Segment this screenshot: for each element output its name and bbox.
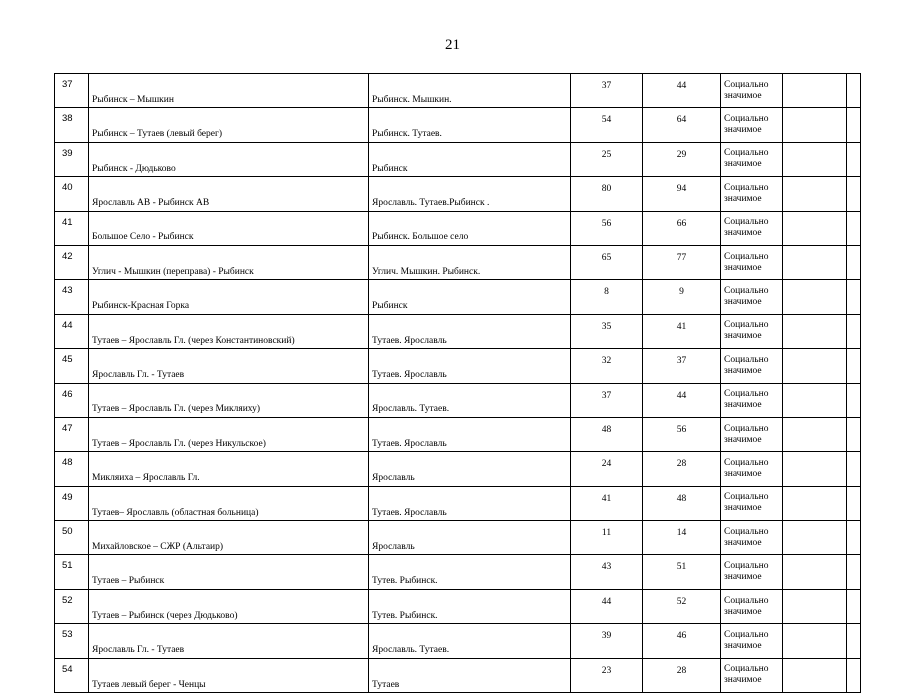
value-1: 37 [571,383,643,417]
empty-cell-1 [783,108,847,142]
table-row [55,211,861,245]
table-row [55,589,861,623]
route-name: Большое Село - Рыбинск [89,211,369,245]
value-2: 9 [643,280,721,314]
route-stops: Тутаев [369,658,571,692]
route-stops: Ярославль. Тутаев. [369,383,571,417]
value-1: 35 [571,314,643,348]
route-stops: Тутаев. Ярославль [369,349,571,383]
empty-cell-1 [783,624,847,658]
empty-cell-1 [783,142,847,176]
route-type-line2: значимое [724,262,762,273]
empty-cell-1 [783,211,847,245]
route-type [721,486,783,520]
route-name: Тутаев – Ярославль Гл. (через Микляиху) [89,383,369,417]
row-number: 39 [55,142,89,176]
route-name: Михайловское – СЖР (Альтаир) [89,521,369,555]
value-1: 65 [571,245,643,279]
table-row [55,452,861,486]
value-2: 37 [643,349,721,383]
route-type [721,658,783,692]
row-number: 44 [55,314,89,348]
route-name: Ярославль Гл. - Тутаев [89,349,369,383]
row-number: 37 [55,74,89,108]
route-stops: Тутаев. Ярославль [369,314,571,348]
row-number: 47 [55,417,89,451]
value-2: 28 [643,658,721,692]
route-type-line1: Социально [724,561,769,572]
route-type-line2: значимое [724,228,762,239]
route-type [721,555,783,589]
value-1: 25 [571,142,643,176]
value-1: 32 [571,349,643,383]
table-row [55,486,861,520]
route-stops: Ярославль [369,521,571,555]
route-name: Рыбинск - Дюдьково [89,142,369,176]
table-row [55,417,861,451]
route-type [721,417,783,451]
table-row [55,142,861,176]
route-type-line2: значимое [724,606,762,617]
route-type-line1: Социально [724,423,769,434]
value-1: 56 [571,211,643,245]
row-number: 54 [55,658,89,692]
table-row [55,383,861,417]
route-stops: Углич. Мышкин. Рыбинск. [369,245,571,279]
value-2: 28 [643,452,721,486]
route-type [721,245,783,279]
route-type-line2: значимое [724,297,762,308]
value-2: 14 [643,521,721,555]
route-type [721,383,783,417]
route-type [721,349,783,383]
route-type-line2: значимое [724,331,762,342]
empty-cell-2 [847,417,861,451]
value-1: 43 [571,555,643,589]
route-name: Рыбинск-Красная Горка [89,280,369,314]
route-name: Рыбинск – Тутаев (левый берег) [89,108,369,142]
empty-cell-1 [783,245,847,279]
route-stops: Ярославль. Тутаев.Рыбинск . [369,177,571,211]
empty-cell-2 [847,142,861,176]
empty-cell-1 [783,177,847,211]
value-1: 8 [571,280,643,314]
table-row [55,74,861,108]
value-1: 11 [571,521,643,555]
routes-table-body [55,74,861,693]
route-type [721,280,783,314]
value-2: 94 [643,177,721,211]
empty-cell-2 [847,589,861,623]
route-name: Тутаев– Ярославль (областная больница) [89,486,369,520]
table-row [55,280,861,314]
empty-cell-1 [783,452,847,486]
route-name: Ярославль АВ - Рыбинск АВ [89,177,369,211]
table-row [55,349,861,383]
value-1: 41 [571,486,643,520]
empty-cell-2 [847,383,861,417]
empty-cell-2 [847,521,861,555]
route-type-line1: Социально [724,182,769,193]
route-name: Тутаев – Ярославль Гл. (через Никульское) [89,417,369,451]
value-2: 41 [643,314,721,348]
value-1: 37 [571,74,643,108]
empty-cell-1 [783,383,847,417]
route-type-line1: Социально [724,595,769,606]
route-type-line2: значимое [724,434,762,445]
route-type-line1: Социально [724,217,769,228]
route-type [721,624,783,658]
route-name: Ярославль Гл. - Тутаев [89,624,369,658]
routes-table [54,73,861,693]
empty-cell-1 [783,555,847,589]
row-number: 42 [55,245,89,279]
empty-cell-1 [783,314,847,348]
row-number: 41 [55,211,89,245]
value-2: 52 [643,589,721,623]
route-type-line2: значимое [724,572,762,583]
empty-cell-2 [847,624,861,658]
row-number: 43 [55,280,89,314]
route-name: Рыбинск – Мышкин [89,74,369,108]
route-type-line2: значимое [724,159,762,170]
empty-cell-1 [783,349,847,383]
empty-cell-1 [783,280,847,314]
table-row [55,658,861,692]
row-number: 48 [55,452,89,486]
row-number: 50 [55,521,89,555]
route-type [721,74,783,108]
route-type-line2: значимое [724,365,762,376]
value-2: 44 [643,74,721,108]
route-name: Тутаев – Рыбинск [89,555,369,589]
route-type [721,142,783,176]
route-stops: Тутев. Рыбинск. [369,555,571,589]
row-number: 38 [55,108,89,142]
route-type-line2: значимое [724,640,762,651]
route-type-line2: значимое [724,193,762,204]
route-type-line2: значимое [724,90,762,101]
route-type-line2: значимое [724,503,762,514]
row-number: 49 [55,486,89,520]
value-2: 29 [643,142,721,176]
table-row [55,555,861,589]
value-2: 44 [643,383,721,417]
route-type [721,177,783,211]
route-type-line1: Социально [724,251,769,262]
route-type [721,452,783,486]
route-name: Тутаев – Рыбинск (через Дюдьково) [89,589,369,623]
table-row [55,177,861,211]
value-2: 48 [643,486,721,520]
route-type-line1: Социально [724,457,769,468]
empty-cell-2 [847,108,861,142]
route-name: Микляиха – Ярославль Гл. [89,452,369,486]
empty-cell-1 [783,486,847,520]
table-row [55,314,861,348]
row-number: 46 [55,383,89,417]
row-number: 53 [55,624,89,658]
empty-cell-2 [847,452,861,486]
value-2: 77 [643,245,721,279]
value-2: 51 [643,555,721,589]
empty-cell-1 [783,658,847,692]
value-2: 66 [643,211,721,245]
table-row [55,521,861,555]
route-type-line2: значимое [724,125,762,136]
value-2: 64 [643,108,721,142]
row-number: 52 [55,589,89,623]
route-type [721,521,783,555]
route-type [721,211,783,245]
row-number: 45 [55,349,89,383]
empty-cell-2 [847,74,861,108]
route-stops: Рыбинск. Мышкин. [369,74,571,108]
route-type-line1: Социально [724,629,769,640]
empty-cell-2 [847,245,861,279]
route-stops: Рыбинск. Тутаев. [369,108,571,142]
empty-cell-2 [847,486,861,520]
value-1: 24 [571,452,643,486]
route-type-line1: Социально [724,148,769,159]
value-1: 48 [571,417,643,451]
route-stops: Рыбинск [369,142,571,176]
route-type-line1: Социально [724,286,769,297]
route-stops: Рыбинск. Большое село [369,211,571,245]
table-row [55,245,861,279]
route-type [721,589,783,623]
route-stops: Ярославль. Тутаев. [369,624,571,658]
route-type-line1: Социально [724,114,769,125]
route-type-line1: Социально [724,492,769,503]
empty-cell-2 [847,177,861,211]
value-1: 80 [571,177,643,211]
route-type-line2: значимое [724,537,762,548]
route-type-line1: Социально [724,79,769,90]
value-2: 46 [643,624,721,658]
route-stops: Тутаев. Ярославль [369,417,571,451]
route-type-line2: значимое [724,468,762,479]
empty-cell-2 [847,555,861,589]
route-type-line1: Социально [724,389,769,400]
route-type-line2: значимое [724,675,762,686]
route-name: Тутаев левый берег - Ченцы [89,658,369,692]
empty-cell-2 [847,658,861,692]
route-stops: Рыбинск [369,280,571,314]
empty-cell-2 [847,349,861,383]
table-row [55,108,861,142]
route-type-line1: Социально [724,320,769,331]
empty-cell-1 [783,74,847,108]
value-1: 23 [571,658,643,692]
value-1: 39 [571,624,643,658]
route-stops: Тутаев. Ярославль [369,486,571,520]
route-type [721,108,783,142]
empty-cell-2 [847,211,861,245]
page-number: 21 [445,37,460,53]
route-type [721,314,783,348]
empty-cell-1 [783,521,847,555]
empty-cell-1 [783,589,847,623]
table-row [55,624,861,658]
row-number: 40 [55,177,89,211]
route-type-line1: Социально [724,664,769,675]
empty-cell-2 [847,314,861,348]
row-number: 51 [55,555,89,589]
route-type-line1: Социально [724,354,769,365]
route-type-line1: Социально [724,526,769,537]
route-stops: Тутев. Рыбинск. [369,589,571,623]
value-1: 44 [571,589,643,623]
empty-cell-2 [847,280,861,314]
value-2: 56 [643,417,721,451]
route-type-line2: значимое [724,400,762,411]
route-name: Тутаев – Ярославль Гл. (через Константиновский) [89,314,369,348]
value-1: 54 [571,108,643,142]
empty-cell-1 [783,417,847,451]
route-stops: Ярославль [369,452,571,486]
route-name: Углич - Мышкин (переправа) - Рыбинск [89,245,369,279]
